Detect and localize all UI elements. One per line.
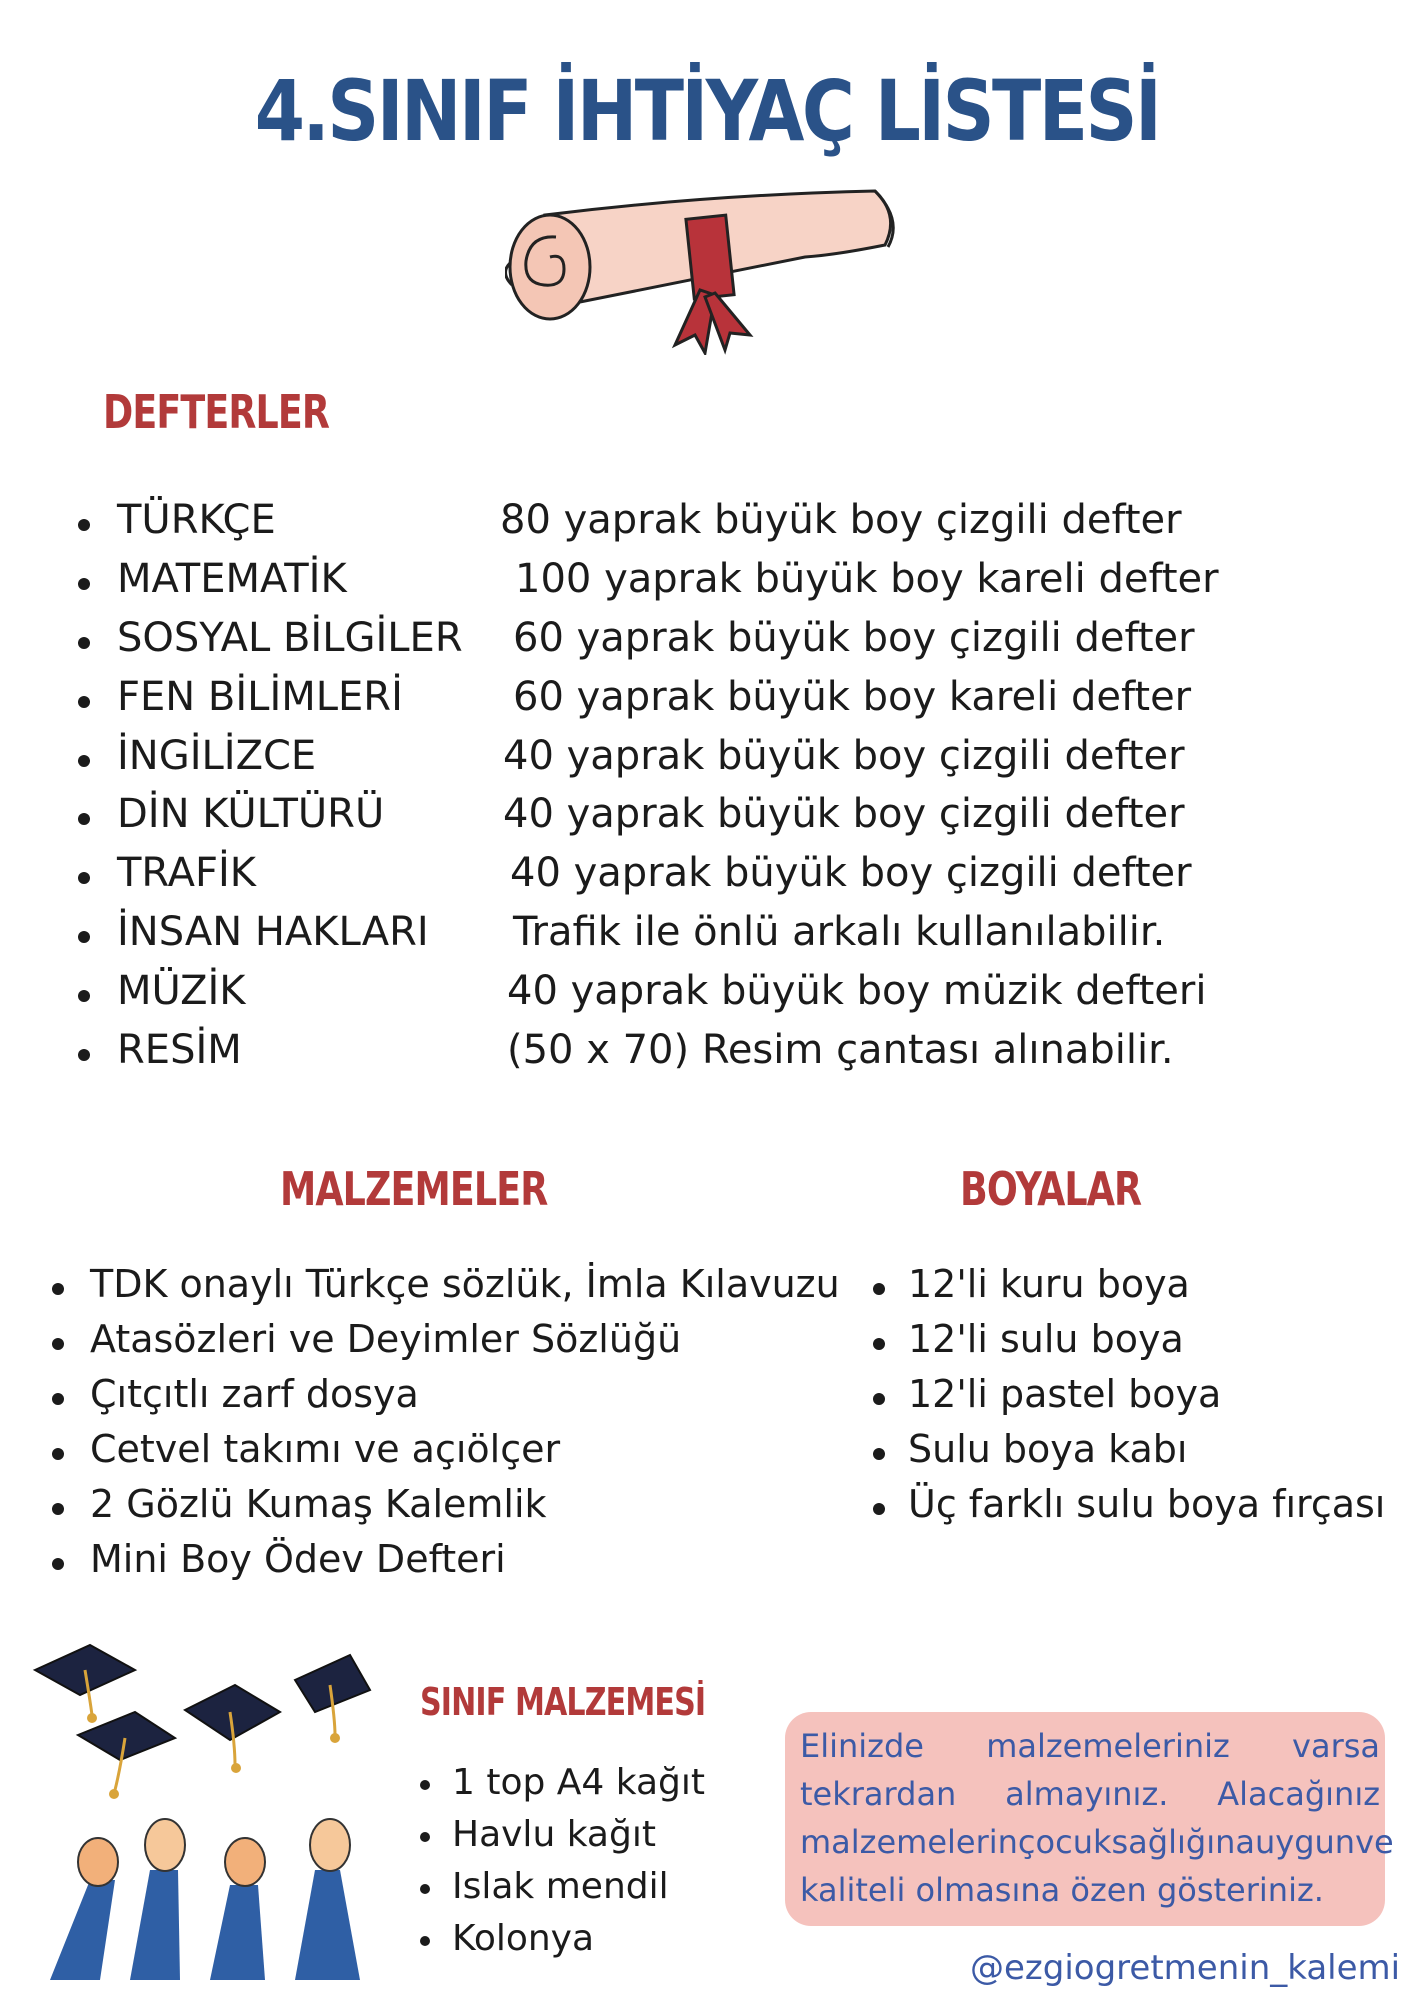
- raised-hand-icon: [50, 1838, 118, 1980]
- bullet-icon: [873, 1448, 885, 1460]
- item-label: 12'li sulu boya: [908, 1317, 1184, 1361]
- note-word: almayınız.: [1005, 1775, 1169, 1813]
- bullet-icon: [52, 1448, 64, 1460]
- subject-detail: 40 yaprak büyük boy çizgili defter: [503, 733, 1185, 779]
- diploma-scroll-icon: [505, 185, 905, 355]
- bullet-icon: [420, 1936, 430, 1946]
- note-word: malzemelerin: [800, 1823, 1018, 1861]
- note-word: uygun: [1254, 1823, 1356, 1861]
- item-label: 12'li pastel boya: [908, 1372, 1222, 1416]
- subject-label: MÜZİK: [117, 968, 246, 1014]
- graduation-cap-icon: [35, 1645, 135, 1723]
- note-line: [800, 1728, 1380, 1764]
- item-label: Havlu kağıt: [452, 1814, 656, 1855]
- boyalar-heading: BOYALAR: [960, 1162, 1142, 1216]
- item-label: Üç farklı sulu boya fırçası: [908, 1482, 1386, 1526]
- bullet-icon: [78, 931, 90, 943]
- note-word: sağlığına: [1111, 1823, 1255, 1861]
- subject-label: SOSYAL BİLGİLER: [117, 615, 463, 661]
- subject-detail: 80 yaprak büyük boy çizgili defter: [500, 497, 1182, 543]
- bullet-icon: [873, 1283, 885, 1295]
- subject-detail: 60 yaprak büyük boy çizgili defter: [513, 615, 1195, 661]
- bullet-icon: [52, 1283, 64, 1295]
- bullet-icon: [78, 1049, 90, 1061]
- bullet-icon: [420, 1780, 430, 1790]
- author-handle: @ezgiogretmenin_kalemi: [970, 1948, 1401, 1988]
- malzemeler-heading: MALZEMELER: [280, 1162, 548, 1216]
- subject-detail: 40 yaprak büyük boy çizgili defter: [510, 850, 1192, 896]
- note-word: kaliteli olmasına özen gösteriniz.: [800, 1871, 1324, 1909]
- raised-hand-icon: [295, 1819, 360, 1980]
- graduation-cap-icon: [78, 1712, 175, 1799]
- subject-detail: 100 yaprak büyük boy kareli defter: [515, 556, 1219, 602]
- raised-hand-icon: [210, 1838, 265, 1980]
- item-label: 12'li kuru boya: [908, 1262, 1190, 1306]
- note-word: varsa: [1292, 1727, 1380, 1765]
- note-word: malzemeleriniz: [986, 1727, 1230, 1765]
- note-word: ve: [1355, 1823, 1394, 1861]
- subject-detail: (50 x 70) Resim çantası alınabilir.: [507, 1027, 1174, 1073]
- subject-detail: 60 yaprak büyük boy kareli defter: [513, 674, 1192, 720]
- bullet-icon: [52, 1338, 64, 1350]
- item-label: Çıtçıtlı zarf dosya: [90, 1372, 419, 1416]
- bullet-icon: [52, 1393, 64, 1405]
- note-word: Alacağınız: [1217, 1775, 1380, 1813]
- bullet-icon: [420, 1832, 430, 1842]
- item-label: Sulu boya kabı: [908, 1427, 1188, 1471]
- subject-label: FEN BİLİMLERİ: [117, 674, 403, 720]
- bullet-icon: [873, 1503, 885, 1515]
- subject-label: DİN KÜLTÜRÜ: [117, 791, 385, 837]
- subject-detail: 40 yaprak büyük boy müzik defteri: [507, 968, 1207, 1014]
- bullet-icon: [873, 1393, 885, 1405]
- bullet-icon: [78, 696, 90, 708]
- subject-label: İNGİLİZCE: [117, 733, 317, 779]
- bullet-icon: [78, 990, 90, 1002]
- item-label: Kolonya: [452, 1918, 595, 1959]
- graduation-cap-icon: [185, 1685, 280, 1773]
- sinif-malzemesi-heading: SINIF MALZEMESİ: [420, 1680, 706, 1724]
- raised-hand-icon: [130, 1819, 185, 1980]
- bullet-icon: [78, 637, 90, 649]
- item-label: Islak mendil: [452, 1866, 669, 1907]
- note-word: Elinizde: [800, 1727, 924, 1765]
- subject-detail: 40 yaprak büyük boy çizgili defter: [503, 791, 1185, 837]
- item-label: Mini Boy Ödev Defteri: [90, 1537, 506, 1581]
- subject-label: TRAFİK: [117, 850, 257, 896]
- subject-label: MATEMATİK: [117, 556, 347, 602]
- bullet-icon: [52, 1558, 64, 1570]
- bullet-icon: [873, 1338, 885, 1350]
- item-label: Cetvel takımı ve açıölçer: [90, 1427, 561, 1471]
- note-word: çocuk: [1017, 1823, 1112, 1861]
- bullet-icon: [420, 1884, 430, 1894]
- bullet-icon: [78, 519, 90, 531]
- note-word: tekrardan: [800, 1775, 957, 1813]
- item-label: TDK onaylı Türkçe sözlük, İmla Kılavuzu: [90, 1262, 840, 1306]
- bullet-icon: [78, 813, 90, 825]
- graduation-cap-icon: [295, 1655, 370, 1743]
- note-line: [800, 1823, 1394, 1861]
- bullet-icon: [52, 1503, 64, 1515]
- subject-label: TÜRKÇE: [117, 497, 276, 543]
- graduation-illustration: [30, 1640, 390, 1980]
- page-title: 4.SINIF İHTİYAÇ LİSTESİ: [254, 62, 1160, 160]
- subject-detail: Trafik ile önlü arkalı kullanılabilir.: [513, 909, 1166, 955]
- bullet-icon: [78, 755, 90, 767]
- subject-label: İNSAN HAKLARI: [117, 909, 429, 955]
- subject-label: RESİM: [117, 1027, 242, 1073]
- note-line: [800, 1872, 1380, 1908]
- item-label: Atasözleri ve Deyimler Sözlüğü: [90, 1317, 682, 1361]
- note-line: [800, 1776, 1380, 1812]
- defterler-heading: DEFTERLER: [103, 385, 330, 439]
- item-label: 1 top A4 kağıt: [452, 1762, 706, 1803]
- item-label: 2 Gözlü Kumaş Kalemlik: [90, 1482, 547, 1526]
- bullet-icon: [78, 578, 90, 590]
- bullet-icon: [78, 872, 90, 884]
